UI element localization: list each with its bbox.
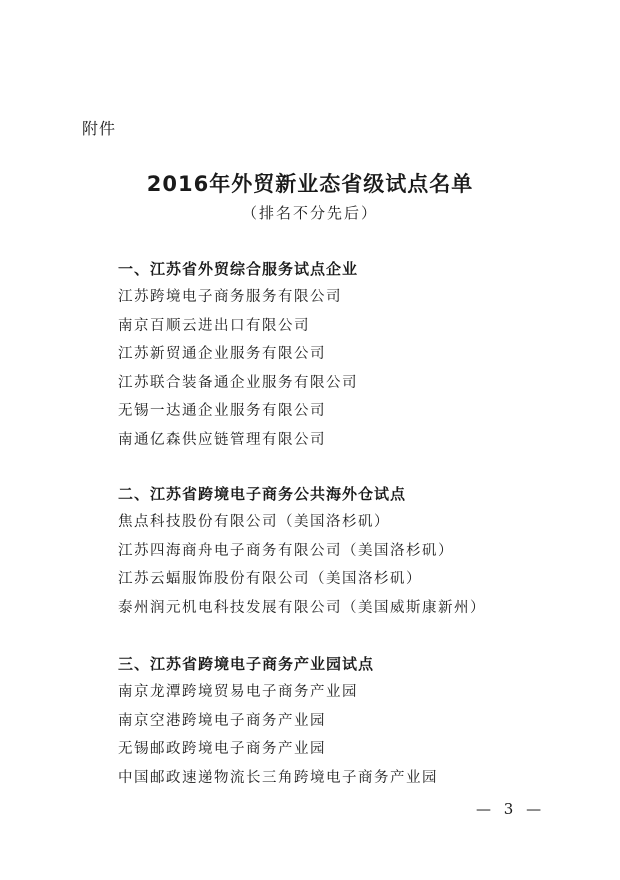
list-item: 江苏四海商舟电子商务有限公司（美国洛杉矶） [118,542,454,559]
document-title: 2016年外贸新业态省级试点名单 [146,172,474,196]
list-item: 江苏云蝠服饰股份有限公司（美国洛杉矶） [118,571,422,587]
attachment-label: 附件 [82,119,117,138]
list-item: 中国邮政速递物流长三角跨境电子商务产业园 [118,769,438,786]
page-number: — 3 — [476,800,546,818]
list-item: 南通亿森供应链管理有限公司 [118,431,326,448]
list-item: 江苏新贸通企业服务有限公司 [118,346,326,362]
list-item: 南京空港跨境电子商务产业园 [118,712,326,729]
document-subtitle: （排名不分先后） [241,204,378,222]
section-overseas-warehouse [118,480,588,622]
section-foreign-trade-service [118,255,588,454]
list-item: 江苏跨境电子商务服务有限公司 [118,289,342,305]
section-heading: 三、江苏省跨境电子商务产业园试点 [118,655,375,673]
section-industrial-park [118,650,588,792]
list-item: 南京百顺云进出口有限公司 [118,317,310,334]
list-item: 泰州润元机电科技发展有限公司（美国威斯康新州） [118,599,486,616]
list-item: 无锡一达通企业服务有限公司 [118,403,326,419]
section-heading: 二、江苏省跨境电子商务公共海外仓试点 [118,485,407,503]
list-item: 无锡邮政跨境电子商务产业园 [118,741,326,757]
list-item: 江苏联合装备通企业服务有限公司 [118,374,358,391]
list-item: 焦点科技股份有限公司（美国洛杉矶） [118,514,390,530]
section-heading: 一、江苏省外贸综合服务试点企业 [118,260,359,278]
list-item: 南京龙潭跨境贸易电子商务产业园 [118,684,358,700]
